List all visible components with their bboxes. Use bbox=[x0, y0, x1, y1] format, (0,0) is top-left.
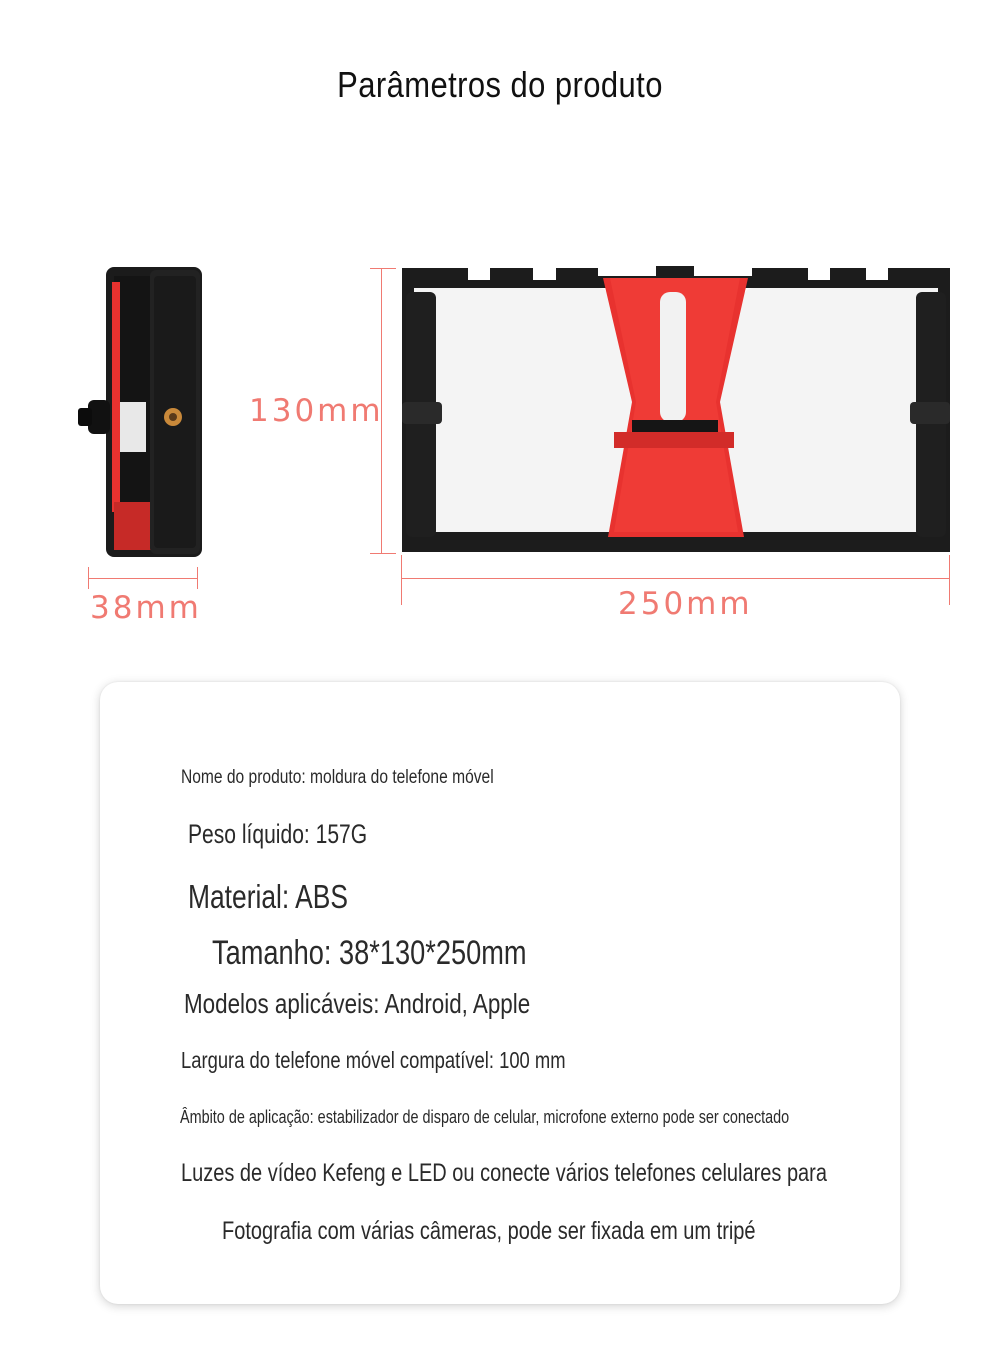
spec-phone-width: Largura do telefone móvel compatível: 100 mm bbox=[181, 1047, 566, 1073]
spec-size: Tamanho: 38*130*250mm bbox=[212, 934, 527, 972]
dim-tick-130-top bbox=[370, 268, 396, 269]
dim-tick-250-right bbox=[949, 555, 950, 605]
dim-line-38 bbox=[88, 578, 198, 579]
rig-front-view-image bbox=[398, 262, 954, 557]
spec-lights: Luzes de vídeo Kefeng e LED ou conecte vários telefones celulares para bbox=[181, 1159, 827, 1187]
spec-weight: Peso líquido: 157G bbox=[188, 819, 368, 849]
rig-side-view-image bbox=[70, 262, 210, 562]
dim-tick-250-left bbox=[401, 555, 402, 605]
page-title: Parâmetros do produto bbox=[337, 64, 663, 105]
spec-scope: Âmbito de aplicação: estabilizador de disparo de celular, microfone externo pode ser conectado bbox=[180, 1107, 790, 1127]
dim-label-130: 130mm bbox=[249, 393, 384, 429]
dim-tick-38-left bbox=[88, 567, 89, 589]
dim-label-250: 250mm bbox=[618, 586, 753, 622]
dim-label-38: 38mm bbox=[90, 590, 202, 626]
dim-tick-38-right bbox=[197, 567, 198, 589]
spec-product-name: Nome do produto: moldura do telefone móvel bbox=[181, 767, 494, 788]
spec-models: Modelos aplicáveis: Android, Apple bbox=[184, 988, 531, 1019]
spec-photography: Fotografia com várias câmeras, pode ser fixada em um tripé bbox=[222, 1217, 756, 1245]
spec-material: Material: ABS bbox=[188, 878, 348, 915]
dim-line-250 bbox=[401, 578, 950, 579]
dim-tick-130-bottom bbox=[370, 553, 396, 554]
